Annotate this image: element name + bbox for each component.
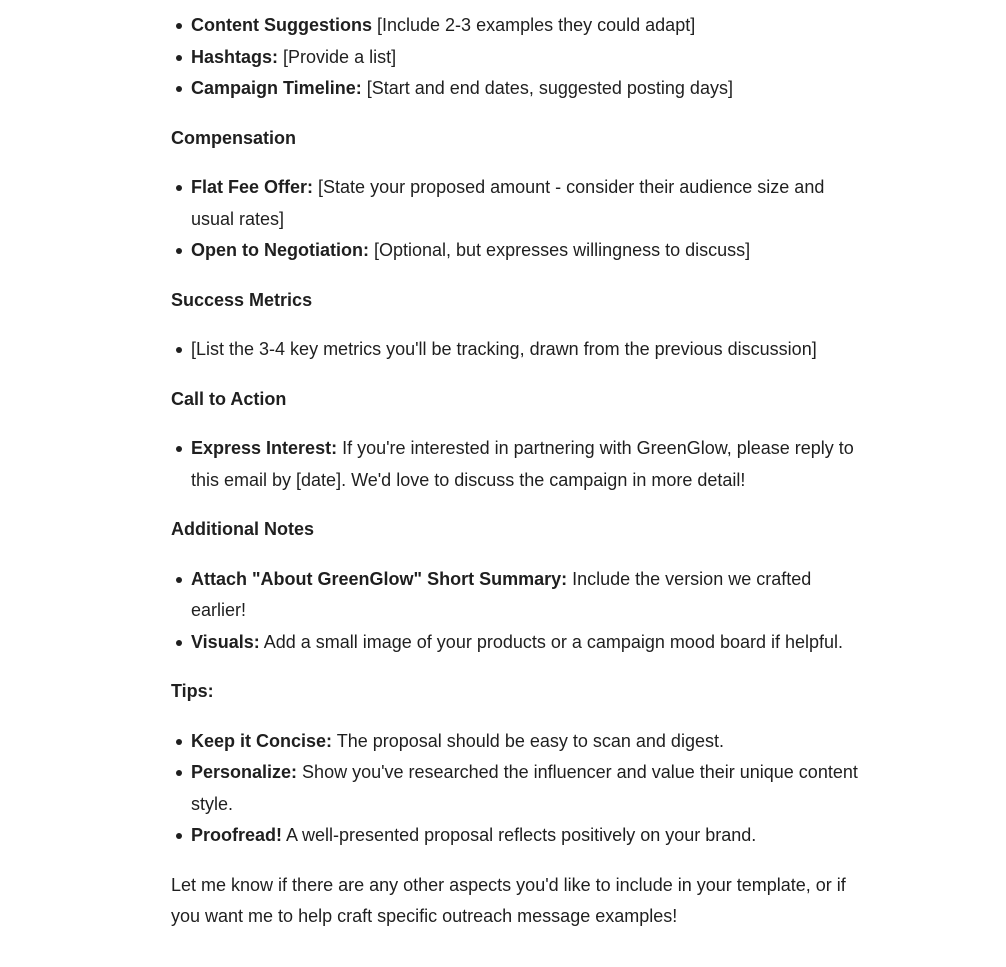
item-text: [Provide a list] (278, 46, 397, 67)
item-text: [List the 3-4 key metrics you'll be tracking, drawn from the previous discussion] (191, 339, 817, 359)
content-details-list (171, 10, 871, 105)
bullet (176, 347, 182, 353)
bullet (176, 248, 182, 254)
list-item (191, 757, 871, 820)
compensation-list (171, 172, 871, 267)
item-label: Proofread! (191, 825, 283, 845)
item-text: [Optional, but expresses willingness to discuss] (368, 240, 751, 260)
bullet (176, 55, 182, 61)
list-item (191, 726, 871, 758)
additional-notes-list (171, 564, 871, 659)
closing-paragraph: Let me know if there are any other aspects you'd like to include in your template, or if you want me to help craft specific outreach message examples! (171, 874, 846, 926)
list-item (191, 172, 871, 235)
bullet (176, 446, 182, 452)
section-heading-tips: Tips: (171, 681, 214, 701)
bullet (176, 577, 182, 583)
item-label: Content Suggestions (191, 15, 372, 35)
item-text: Show you've researched the influencer and value their unique content style. (191, 762, 858, 814)
list-item (191, 235, 871, 267)
section-heading-additional-notes: Additional Notes (171, 519, 314, 539)
list-item (191, 334, 871, 366)
list-item (191, 564, 871, 627)
list-item (191, 42, 871, 74)
section-heading-call-to-action: Call to Action (171, 388, 287, 409)
list-item (191, 627, 871, 659)
bullet (176, 739, 182, 745)
bullet (176, 23, 182, 29)
item-text: Include the version we crafted earlier! (191, 568, 812, 620)
success-metrics-list (171, 334, 871, 366)
document-body (171, 10, 871, 933)
section-heading-success-metrics: Success Metrics (171, 289, 313, 310)
bullet (176, 770, 182, 776)
item-label: Open to Negotiation: (191, 240, 369, 260)
item-text: A well-presented proposal reflects positively on your brand. (282, 825, 757, 845)
item-label: Express Interest: (191, 438, 338, 458)
item-text: [Include 2-3 examples they could adapt] (372, 15, 696, 35)
item-text: [State your proposed amount - consider their audience size and usual rates] (191, 177, 825, 229)
item-label: Personalize: (191, 762, 298, 782)
list-item (191, 73, 871, 105)
bullet (176, 185, 182, 191)
item-text: If you're interested in partnering with GreenGlow, please reply to this email by [date]. We'd love to discuss the campaign in more detail! (191, 438, 854, 490)
item-text: Add a small image of your products or a campaign mood board if helpful. (259, 631, 844, 652)
item-text: The proposal should be easy to scan and digest. (332, 730, 724, 751)
item-label: Hashtags: (191, 46, 279, 67)
tips-list (171, 726, 871, 852)
section-heading-compensation: Compensation (171, 127, 297, 148)
bullet (176, 640, 182, 646)
item-label: Keep it Concise: (191, 730, 333, 751)
item-label: Campaign Timeline: (191, 78, 362, 98)
item-text: [Start and end dates, suggested posting days] (361, 78, 733, 98)
list-item (191, 10, 871, 42)
list-item (191, 820, 871, 852)
item-label: Visuals: (191, 631, 260, 652)
call-to-action-list (171, 433, 871, 496)
item-label: Attach "About GreenGlow" Short Summary: (191, 568, 568, 589)
list-item (191, 433, 871, 496)
bullet (176, 833, 182, 839)
bullet (176, 86, 182, 92)
item-label: Flat Fee Offer: (191, 177, 314, 197)
